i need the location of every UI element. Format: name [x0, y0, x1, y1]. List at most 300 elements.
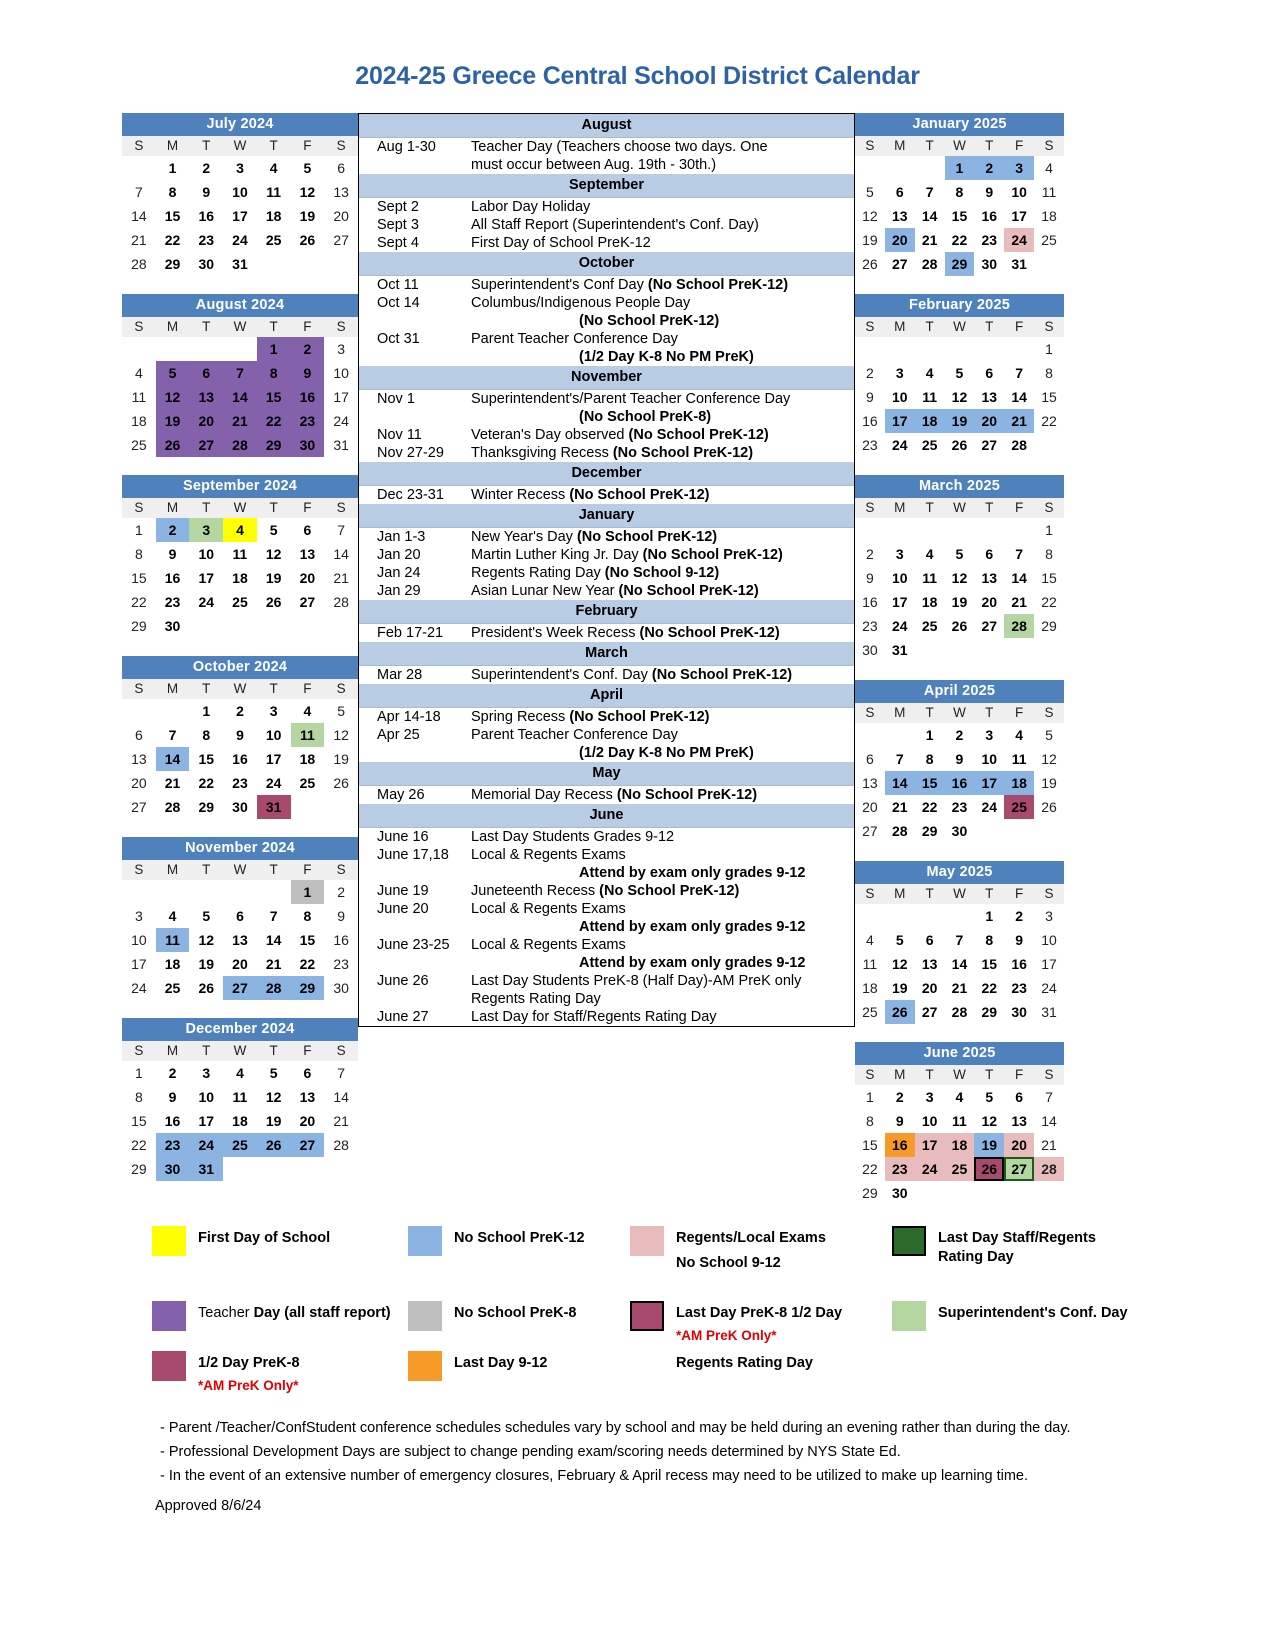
month-table-may-2025	[855, 861, 1064, 1024]
day-of-week-header: S	[122, 498, 156, 518]
day-of-week-header: T	[974, 136, 1004, 156]
day-cell-highlight-purple: 27	[189, 433, 223, 457]
day-cell: 28	[891, 823, 908, 839]
legend-swatch	[630, 1301, 664, 1331]
event-description: Attend by exam only grades 9-12	[579, 919, 806, 935]
left-month-column	[122, 113, 358, 1181]
day-cell: 25	[921, 618, 938, 634]
day-of-week-header: S	[855, 317, 885, 337]
legend-label: Regents/Local Exams No School 9-12	[676, 1226, 826, 1273]
day-cell: 16	[1011, 956, 1027, 972]
day-cell: 4	[303, 703, 312, 719]
event-row	[359, 936, 854, 954]
month-table-december-2024	[122, 1018, 358, 1181]
day-cell: 22	[862, 1161, 878, 1177]
day-cell-highlight-lgreen: 11	[291, 723, 325, 747]
day-cell-highlight-blue: 20	[885, 228, 915, 252]
legend-spacer	[152, 1279, 1142, 1301]
day-cell: 25	[921, 437, 938, 453]
day-of-week-header: S	[324, 679, 358, 699]
day-cell: 8	[866, 1113, 874, 1129]
day-cell: 6	[1015, 1089, 1024, 1105]
month-table-september-2024	[122, 475, 358, 638]
day-cell: 22	[131, 594, 147, 610]
day-cell: 5	[269, 522, 278, 538]
day-cell-highlight-blue: 19	[945, 409, 975, 433]
day-cell: 4	[1015, 727, 1024, 743]
day-cell: 27	[299, 594, 316, 610]
legend-swatch	[152, 1301, 186, 1331]
event-row	[359, 234, 854, 252]
day-cell: 29	[131, 618, 147, 634]
day-cell-highlight-yellow: 4	[223, 518, 257, 542]
day-of-week-header: S	[855, 136, 885, 156]
day-cell: 17	[891, 594, 908, 610]
day-cell: 22	[1041, 594, 1057, 610]
event-date: Dec 23-31	[377, 487, 444, 503]
event-month-header: May	[359, 762, 854, 786]
day-cell: 19	[333, 751, 349, 767]
event-row	[359, 786, 854, 804]
empty-day-cell	[324, 614, 358, 638]
day-cell-highlight-pink: 24	[1004, 228, 1034, 252]
day-cell: 18	[1041, 208, 1057, 224]
empty-day-cell	[945, 1181, 975, 1205]
day-cell: 9	[168, 546, 177, 562]
day-cell: 17	[198, 1113, 215, 1129]
day-cell: 20	[232, 956, 248, 972]
day-cell: 14	[265, 932, 282, 948]
empty-day-cell	[974, 518, 1004, 542]
day-cell: 10	[921, 1113, 938, 1129]
month-table-august-2024	[122, 294, 358, 457]
day-cell: 19	[265, 1113, 282, 1129]
empty-day-cell	[257, 614, 291, 638]
event-row	[359, 666, 854, 684]
day-of-week-header: F	[291, 679, 325, 699]
day-cell: 26	[1041, 799, 1057, 815]
month-title: November 2024	[122, 837, 358, 860]
empty-day-cell	[855, 337, 885, 361]
day-cell: 25	[232, 594, 248, 610]
event-description: Memorial Day Recess (No School PreK-12)	[471, 787, 758, 803]
day-cell: 28	[1011, 437, 1027, 453]
day-of-week-header: T	[915, 136, 945, 156]
event-date: June 20	[377, 901, 429, 917]
empty-day-cell	[189, 880, 223, 904]
empty-day-cell	[855, 156, 885, 180]
empty-day-cell	[974, 1181, 1004, 1205]
day-cell: 15	[981, 956, 998, 972]
day-cell-highlight-purple: 6	[189, 361, 223, 385]
day-cell: 22	[164, 232, 181, 248]
event-description: Regents Rating Day (No School 9-12)	[471, 565, 720, 581]
empty-day-cell	[1034, 638, 1064, 662]
day-cell: 12	[299, 184, 316, 200]
event-month-header: January	[359, 504, 854, 528]
day-cell: 11	[232, 1089, 248, 1105]
empty-day-cell	[223, 337, 257, 361]
day-cell: 12	[981, 1113, 998, 1129]
month-table-november-2024	[122, 837, 358, 1000]
day-cell-highlight-blue: 3	[1004, 156, 1034, 180]
day-cell: 21	[265, 956, 282, 972]
day-cell: 19	[951, 594, 968, 610]
event-row	[359, 528, 854, 546]
day-cell: 6	[985, 546, 994, 562]
day-cell: 7	[895, 751, 904, 767]
empty-day-cell	[915, 337, 945, 361]
day-cell: 12	[862, 208, 878, 224]
day-cell: 21	[333, 570, 349, 586]
day-cell: 12	[333, 727, 349, 743]
event-row-continuation	[359, 744, 854, 762]
day-cell: 4	[866, 932, 874, 948]
day-cell: 2	[1015, 908, 1024, 924]
event-description: (1/2 Day K-8 No PM PreK)	[579, 349, 754, 365]
day-cell: 12	[265, 546, 282, 562]
day-of-week-header: T	[257, 136, 291, 156]
day-cell: 22	[921, 799, 938, 815]
day-of-week-header: T	[915, 498, 945, 518]
day-cell-highlight-purple: 2	[291, 337, 325, 361]
event-row	[359, 846, 854, 864]
day-cell: 16	[981, 208, 998, 224]
day-cell-highlight-purple: 20	[189, 409, 223, 433]
day-of-week-header: M	[156, 1041, 190, 1061]
day-cell: 2	[337, 884, 345, 900]
day-cell: 10	[891, 389, 908, 405]
event-description: Regents Rating Day	[471, 991, 601, 1007]
day-of-week-header: F	[1004, 703, 1034, 723]
day-cell: 6	[895, 184, 904, 200]
footnotes	[160, 1420, 1160, 1492]
day-cell: 3	[985, 727, 994, 743]
event-row-continuation	[359, 348, 854, 366]
day-cell: 19	[862, 232, 878, 248]
day-cell: 22	[299, 956, 316, 972]
day-of-week-header: T	[189, 679, 223, 699]
day-of-week-header: W	[223, 317, 257, 337]
day-cell-highlight-purple: 15	[257, 385, 291, 409]
day-cell: 13	[981, 570, 998, 586]
day-of-week-header: T	[189, 136, 223, 156]
empty-day-cell	[945, 337, 975, 361]
day-cell: 3	[269, 703, 278, 719]
day-cell: 17	[232, 208, 248, 224]
month-title: September 2024	[122, 475, 358, 498]
empty-day-cell	[324, 252, 358, 276]
event-date: Nov 11	[377, 427, 422, 443]
day-cell: 13	[299, 546, 316, 562]
day-cell: 23	[198, 232, 215, 248]
day-cell: 4	[955, 1089, 964, 1105]
day-cell: 4	[1045, 160, 1053, 176]
day-cell: 2	[236, 703, 244, 719]
day-of-week-header: S	[122, 1041, 156, 1061]
day-cell-highlight-purple: 12	[156, 385, 190, 409]
day-cell: 30	[951, 823, 968, 839]
day-cell-highlight-purple: 29	[257, 433, 291, 457]
event-row	[359, 546, 854, 564]
day-of-week-header: S	[1034, 136, 1064, 156]
day-cell: 12	[1041, 751, 1057, 767]
month-table-october-2024	[122, 656, 358, 819]
event-date: Jan 29	[377, 583, 421, 599]
legend-row	[152, 1351, 1142, 1395]
day-cell: 13	[1011, 1113, 1027, 1129]
day-of-week-header: M	[885, 1065, 915, 1085]
day-cell: 11	[922, 570, 938, 586]
event-row	[359, 156, 854, 174]
event-row	[359, 828, 854, 846]
day-of-week-header: T	[189, 498, 223, 518]
day-cell: 26	[862, 256, 878, 272]
day-cell: 17	[198, 570, 215, 586]
day-cell-highlight-purple: 1	[257, 337, 291, 361]
day-cell: 8	[955, 184, 964, 200]
empty-day-cell	[1004, 337, 1034, 361]
day-cell: 23	[1011, 980, 1027, 996]
day-of-week-header: M	[885, 317, 915, 337]
empty-day-cell	[223, 880, 257, 904]
day-cell-highlight-blue: 18	[1004, 771, 1034, 795]
day-cell: 18	[131, 413, 147, 429]
day-of-week-header: M	[885, 884, 915, 904]
day-cell: 5	[202, 908, 211, 924]
day-cell: 6	[866, 751, 874, 767]
day-cell-highlight-blue: 17	[974, 771, 1004, 795]
event-description: All Staff Report (Superintendent's Conf. Day)	[471, 217, 759, 233]
day-cell-highlight-purple: 22	[257, 409, 291, 433]
event-row	[359, 216, 854, 234]
event-description: Superintendent's/Parent Teacher Conference Day	[471, 391, 791, 407]
day-cell: 4	[925, 365, 934, 381]
event-month-header: March	[359, 642, 854, 666]
day-cell: 28	[333, 594, 349, 610]
empty-day-cell	[324, 1157, 358, 1181]
day-cell-highlight-pink: 17	[915, 1133, 945, 1157]
day-cell: 28	[164, 799, 181, 815]
day-cell: 23	[951, 799, 968, 815]
legend-swatch	[630, 1226, 664, 1256]
day-of-week-header: W	[945, 1065, 975, 1085]
day-cell: 1	[134, 522, 143, 538]
day-cell: 22	[981, 980, 998, 996]
day-cell: 29	[1041, 618, 1057, 634]
legend-label: Last Day Staff/Regents Rating Day	[938, 1230, 1096, 1266]
day-cell: 5	[866, 184, 874, 200]
day-cell: 30	[862, 642, 878, 658]
footnote: - Parent /Teacher/ConfStudent conference schedules schedules vary by school and may be held during an evening rather than during the day.	[160, 1420, 1071, 1436]
day-of-week-header: M	[885, 703, 915, 723]
day-cell: 1	[866, 1089, 874, 1105]
day-of-week-header: T	[915, 703, 945, 723]
day-cell: 13	[232, 932, 248, 948]
day-cell: 30	[1011, 1004, 1027, 1020]
day-cell-highlight-blue: 14	[885, 771, 915, 795]
day-cell: 25	[164, 980, 181, 996]
day-cell: 25	[1041, 232, 1057, 248]
day-cell-highlight-blue: 21	[1004, 409, 1034, 433]
empty-day-cell	[156, 337, 190, 361]
legend-label: No School PreK-8	[454, 1305, 577, 1322]
day-cell: 17	[131, 956, 147, 972]
event-date: May 26	[377, 787, 425, 803]
day-of-week-header: S	[122, 317, 156, 337]
day-cell-highlight-lgreen: 28	[1004, 614, 1034, 638]
day-cell-highlight-purple: 5	[156, 361, 190, 385]
legend-row	[152, 1226, 1142, 1273]
event-row	[359, 708, 854, 726]
event-date: Feb 17-21	[377, 625, 444, 641]
day-cell-highlight-blue: 14	[156, 747, 190, 771]
empty-day-cell	[324, 795, 358, 819]
day-cell: 26	[198, 980, 215, 996]
day-cell: 21	[333, 1113, 349, 1129]
day-cell: 10	[198, 546, 215, 562]
day-cell: 11	[131, 389, 147, 405]
event-description: Attend by exam only grades 9-12	[579, 955, 806, 971]
day-of-week-header: F	[291, 136, 325, 156]
day-cell: 20	[921, 980, 938, 996]
day-cell: 2	[955, 727, 964, 743]
day-cell-highlight-blue: 27	[223, 976, 257, 1000]
day-cell: 5	[303, 160, 312, 176]
day-cell: 12	[951, 389, 968, 405]
day-of-week-header: S	[122, 136, 156, 156]
day-cell-highlight-blue: 17	[885, 409, 915, 433]
event-description: New Year's Day (No School PreK-12)	[471, 529, 718, 545]
empty-day-cell	[915, 1181, 945, 1205]
day-cell: 8	[925, 751, 934, 767]
day-cell: 1	[925, 727, 934, 743]
event-row	[359, 624, 854, 642]
event-row	[359, 882, 854, 900]
day-cell: 16	[164, 570, 181, 586]
day-cell: 7	[269, 908, 278, 924]
event-row	[359, 276, 854, 294]
day-cell-highlight-purple: 9	[291, 361, 325, 385]
event-row	[359, 294, 854, 312]
day-of-week-header: T	[189, 317, 223, 337]
event-row	[359, 390, 854, 408]
day-cell: 5	[1045, 727, 1053, 743]
empty-day-cell	[1004, 1181, 1034, 1205]
day-of-week-header: T	[915, 317, 945, 337]
empty-day-cell	[945, 518, 975, 542]
day-cell: 16	[333, 932, 349, 948]
month-table-april-2025	[855, 680, 1064, 843]
month-table-march-2025	[855, 475, 1064, 662]
day-of-week-header: T	[974, 1065, 1004, 1085]
day-cell: 4	[236, 1065, 244, 1081]
day-cell: 22	[131, 1137, 147, 1153]
day-cell: 14	[1011, 570, 1027, 586]
day-cell: 7	[925, 184, 934, 200]
day-cell: 5	[337, 703, 345, 719]
event-date: June 26	[377, 973, 429, 989]
empty-day-cell	[855, 518, 885, 542]
day-cell: 22	[1041, 413, 1057, 429]
event-description: Local & Regents Exams	[471, 847, 626, 863]
day-cell: 23	[862, 437, 878, 453]
day-cell-highlight-purple: 21	[223, 409, 257, 433]
event-date: Apr 25	[377, 727, 420, 743]
event-row	[359, 582, 854, 600]
day-cell: 8	[303, 908, 312, 924]
event-month-header: August	[359, 114, 854, 138]
event-description: President's Week Recess (No School PreK-12)	[471, 625, 780, 641]
day-cell: 18	[862, 980, 878, 996]
day-of-week-header: F	[1004, 884, 1034, 904]
event-date: June 19	[377, 883, 429, 899]
day-cell: 6	[925, 932, 934, 948]
day-cell: 29	[198, 799, 215, 815]
day-of-week-header: W	[223, 136, 257, 156]
event-row	[359, 330, 854, 348]
day-cell: 26	[333, 775, 349, 791]
day-cell: 9	[866, 570, 874, 586]
day-cell: 15	[1041, 389, 1057, 405]
legend-sublabel: *AM PreK Only*	[676, 1328, 777, 1344]
event-row	[359, 486, 854, 504]
empty-day-cell	[1004, 518, 1034, 542]
day-of-week-header: S	[1034, 1065, 1064, 1085]
empty-day-cell	[1004, 638, 1034, 662]
day-cell: 17	[265, 751, 282, 767]
day-cell: 3	[337, 341, 345, 357]
day-cell: 6	[303, 522, 312, 538]
legend-item	[892, 1226, 1142, 1267]
event-month-header: February	[359, 600, 854, 624]
day-of-week-header: F	[1004, 498, 1034, 518]
day-cell-highlight-blue: 20	[974, 409, 1004, 433]
day-cell-highlight-blue: 19	[974, 1133, 1004, 1157]
event-month-header: September	[359, 174, 854, 198]
day-of-week-header: W	[945, 884, 975, 904]
day-cell: 8	[985, 932, 994, 948]
month-title: August 2024	[122, 294, 358, 317]
day-of-week-header: S	[324, 136, 358, 156]
event-description: Thanksgiving Recess (No School PreK-12)	[471, 445, 754, 461]
day-of-week-header: M	[156, 679, 190, 699]
day-cell-highlight-purple: 26	[156, 433, 190, 457]
event-row-continuation	[359, 864, 854, 882]
day-cell: 2	[168, 1065, 177, 1081]
event-list-column	[358, 113, 855, 1027]
legend-item	[408, 1301, 630, 1331]
day-cell: 30	[333, 980, 349, 996]
day-cell: 22	[951, 232, 968, 248]
day-cell: 25	[299, 775, 316, 791]
day-cell: 31	[232, 256, 248, 272]
day-cell: 20	[131, 775, 147, 791]
day-cell: 2	[895, 1089, 904, 1105]
day-cell: 29	[862, 1185, 878, 1201]
day-cell: 11	[952, 1113, 967, 1129]
event-date: Jan 24	[377, 565, 421, 581]
day-cell-highlight-blue: 2	[156, 518, 190, 542]
day-cell: 31	[891, 642, 908, 658]
day-cell: 9	[168, 1089, 177, 1105]
empty-day-cell	[855, 904, 885, 928]
day-cell: 2	[866, 546, 874, 562]
day-of-week-header: F	[291, 1041, 325, 1061]
event-description: Spring Recess (No School PreK-12)	[471, 709, 710, 725]
event-description: (No School PreK-12)	[579, 313, 720, 329]
event-description: Winter Recess (No School PreK-12)	[471, 487, 710, 503]
